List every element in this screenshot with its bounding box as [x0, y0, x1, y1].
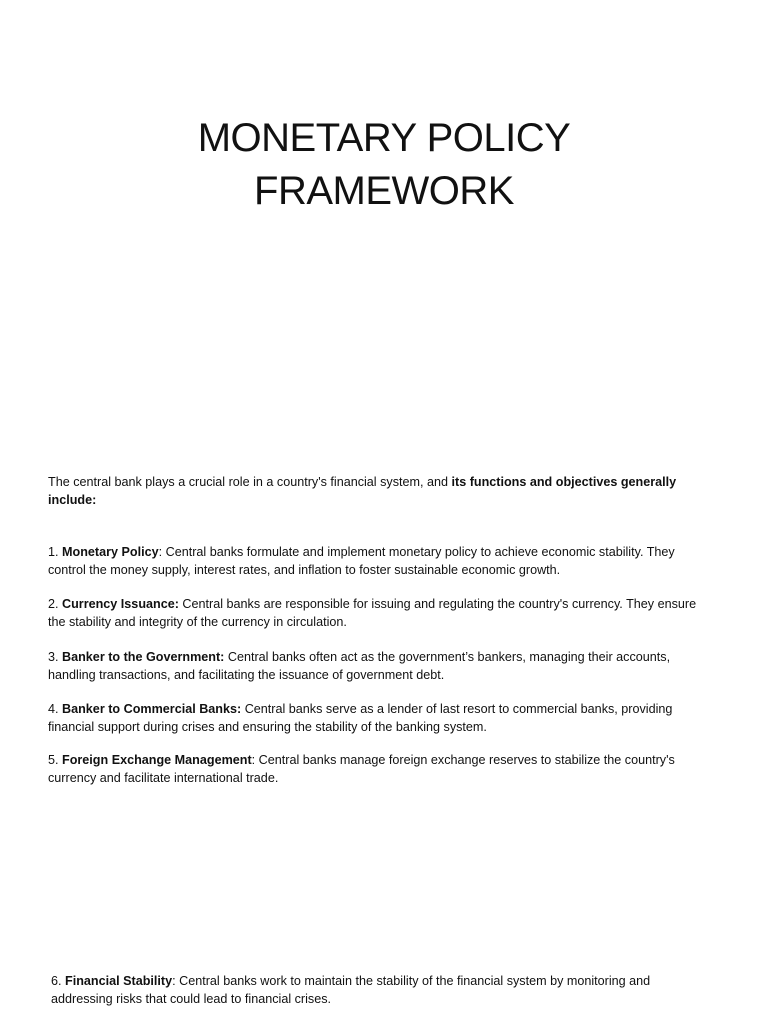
item-number: 2. [48, 597, 63, 611]
item-text: Central banks formulate and implement monetary policy to achieve economic stability. They control the money supply, interest rates, and inflation to foster sustainable economic growth. [48, 545, 675, 577]
title-line-2: FRAMEWORK [254, 169, 514, 213]
list-item-banker-to-government [48, 649, 708, 684]
item-number: 4. [48, 702, 63, 716]
item-text: Central banks manage foreign exchange reserves to stabilize the country's currency and facilitate international trade. [48, 753, 675, 785]
item-text: Central banks often act as the government’s bankers, managing their accounts, handling transactions, and facilitating the issuance of government debt. [48, 650, 671, 682]
item-text: Central banks serve as a lender of last resort to commercial banks, providing financial support during crises and ensuring the stability of the banking system. [48, 702, 673, 734]
item-number: 3. [48, 650, 63, 664]
list-item-financial-stability [51, 973, 711, 1008]
list-item-monetary-policy [48, 544, 708, 579]
item-separator: : [172, 974, 180, 988]
item-text: Central banks are responsible for issuing and regulating the country's currency. They ensure the stability and integrity of the currency in circulation. [48, 597, 697, 629]
item-heading: Financial Stability [65, 974, 173, 988]
intro-text: The central bank plays a crucial role in a country's financial system, and [48, 475, 452, 489]
item-separator: : [251, 753, 259, 767]
item-heading: Monetary Policy [62, 545, 159, 559]
title-line-1: MONETARY POLICY [197, 116, 571, 160]
item-heading: Foreign Exchange Management [62, 753, 252, 767]
item-text: Central banks work to maintain the stability of the financial system by monitoring and addressing risks that could lead to financial crises. [51, 974, 651, 1006]
item-separator: : [158, 545, 166, 559]
intro-bold-text: its functions and objectives generally include: [48, 475, 677, 507]
item-heading: Banker to Commercial Banks: [62, 702, 242, 716]
list-item-currency-issuance [48, 596, 708, 631]
item-number: 5. [48, 753, 63, 767]
list-item-foreign-exchange-management [48, 752, 708, 787]
page-title [0, 112, 768, 218]
list-item-banker-to-commercial-banks [48, 701, 708, 736]
intro-paragraph [48, 474, 708, 509]
item-number: 1. [48, 545, 63, 559]
item-heading: Currency Issuance: [62, 597, 179, 611]
item-heading: Banker to the Government: [62, 650, 225, 664]
item-number: 6. [51, 974, 66, 988]
